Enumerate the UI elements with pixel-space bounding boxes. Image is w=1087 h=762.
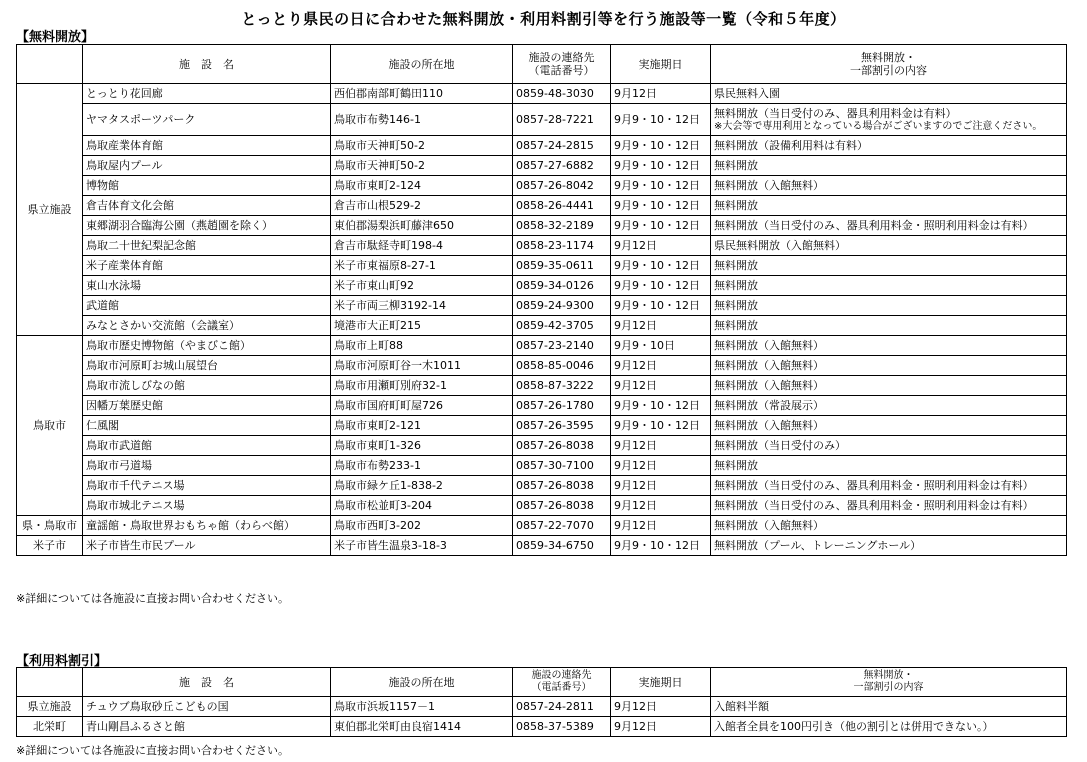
facility-name-cell: ヤマタスポーツパーク — [83, 104, 331, 136]
category-cell: 県立施設 — [17, 697, 83, 717]
header-phone-line1: 施設の連絡先 — [528, 51, 595, 64]
address-cell: 鳥取市松並町3-204 — [331, 496, 513, 516]
content-cell — [711, 196, 1067, 216]
content-text: 無料開放（入館無料） — [714, 179, 824, 192]
date-cell: 9月12日 — [611, 84, 711, 104]
date-cell: 9月9・10・12日 — [611, 396, 711, 416]
header-phone — [513, 668, 611, 697]
table-row — [17, 436, 1067, 456]
phone-cell: 0857-26-1780 — [513, 396, 611, 416]
date-cell: 9月9・10日 — [611, 336, 711, 356]
address-cell: 鳥取市天神町50-2 — [331, 136, 513, 156]
content-text: 無料開放（当日受付のみ、器具利用料金は有料） — [714, 106, 957, 120]
table-row — [17, 496, 1067, 516]
discount-facilities-body — [17, 697, 1067, 737]
address-cell: 鳥取市布勢233-1 — [331, 456, 513, 476]
phone-cell: 0858-87-3222 — [513, 376, 611, 396]
table-row — [17, 717, 1067, 737]
content-note-text: ※大会等で専用利用となっている場合がございますのでご注意ください。 — [714, 120, 1043, 132]
content-text: 無料開放（当日受付のみ、器具利用料金・照明利用料金は有料） — [714, 219, 1034, 232]
phone-cell: 0857-24-2815 — [513, 136, 611, 156]
facility-name-cell: 因幡万葉歴史館 — [83, 396, 331, 416]
phone-cell: 0859-34-6750 — [513, 536, 611, 556]
header-content-line2: 一部割引の内容 — [853, 682, 924, 693]
table-row — [17, 456, 1067, 476]
content-text: 無料開放 — [714, 279, 758, 292]
facility-name-cell: 童謡館・鳥取世界おもちゃ館（わらべ館） — [83, 516, 331, 536]
content-text: 無料開放（入館無料） — [714, 359, 824, 372]
address-cell: 鳥取市緑ケ丘1-838-2 — [331, 476, 513, 496]
date-cell: 9月12日 — [611, 316, 711, 336]
date-cell: 9月9・10・12日 — [611, 416, 711, 436]
note-free: ※詳細については各施設に直接お問い合わせください。 — [16, 592, 289, 605]
content-text: 無料開放 — [714, 199, 758, 212]
table-row — [17, 376, 1067, 396]
content-cell — [711, 396, 1067, 416]
facility-name-cell: 米子産業体育館 — [83, 256, 331, 276]
table-header-row — [17, 668, 1067, 697]
category-cell: 北栄町 — [17, 717, 83, 737]
header-content-line1: 無料開放・ — [863, 670, 914, 681]
table-row — [17, 136, 1067, 156]
content-cell — [711, 376, 1067, 396]
content-cell — [711, 156, 1067, 176]
date-cell: 9月9・10・12日 — [611, 104, 711, 136]
facility-name-cell: 倉吉体育文化会館 — [83, 196, 331, 216]
header-category — [17, 45, 83, 84]
phone-cell: 0858-85-0046 — [513, 356, 611, 376]
facility-name-cell: 米子市皆生市民プール — [83, 536, 331, 556]
content-text: 無料開放（入館無料） — [714, 339, 824, 352]
content-text: 県民無料開放（入館無料） — [714, 239, 846, 252]
content-cell — [711, 436, 1067, 456]
table-row — [17, 216, 1067, 236]
header-phone-line2: （電話番号） — [531, 682, 592, 693]
table-row — [17, 516, 1067, 536]
date-cell: 9月12日 — [611, 356, 711, 376]
content-text: 無料開放（常設展示） — [714, 399, 824, 412]
facility-name-cell: 鳥取屋内プール — [83, 156, 331, 176]
date-cell: 9月12日 — [611, 717, 711, 737]
content-cell — [711, 416, 1067, 436]
date-cell: 9月12日 — [611, 456, 711, 476]
content-text: 入館者全員を100円引き（他の割引とは併用できない。） — [714, 720, 994, 733]
facility-name-cell: 鳥取市弓道場 — [83, 456, 331, 476]
phone-cell: 0859-42-3705 — [513, 316, 611, 336]
facility-name-cell: 鳥取産業体育館 — [83, 136, 331, 156]
header-address: 施設の所在地 — [331, 45, 513, 84]
address-cell: 西伯郡南部町鶴田110 — [331, 84, 513, 104]
content-cell — [711, 496, 1067, 516]
table-row — [17, 396, 1067, 416]
content-cell — [711, 276, 1067, 296]
date-cell: 9月9・10・12日 — [611, 176, 711, 196]
table-row — [17, 697, 1067, 717]
header-name: 施 設 名 — [83, 668, 331, 697]
discount-facilities-table — [16, 667, 1067, 737]
category-cell: 鳥取市 — [17, 336, 83, 516]
date-cell: 9月12日 — [611, 496, 711, 516]
address-cell: 鳥取市河原町谷一木1011 — [331, 356, 513, 376]
address-cell: 米子市皆生温泉3-18-3 — [331, 536, 513, 556]
content-text: 無料開放（入館無料） — [714, 419, 824, 432]
content-cell — [711, 236, 1067, 256]
content-cell — [711, 516, 1067, 536]
address-cell: 鳥取市東町2-124 — [331, 176, 513, 196]
content-cell — [711, 456, 1067, 476]
content-cell — [711, 336, 1067, 356]
facility-name-cell: 青山剛昌ふるさと館 — [83, 717, 331, 737]
table-row — [17, 476, 1067, 496]
table-row — [17, 296, 1067, 316]
phone-cell: 0858-32-2189 — [513, 216, 611, 236]
address-cell: 米子市東山町92 — [331, 276, 513, 296]
address-cell: 米子市東福原8-27-1 — [331, 256, 513, 276]
facility-name-cell: 東山水泳場 — [83, 276, 331, 296]
content-cell — [711, 136, 1067, 156]
date-cell: 9月9・10・12日 — [611, 296, 711, 316]
facility-name-cell: とっとり花回廊 — [83, 84, 331, 104]
facility-name-cell: 鳥取市河原町お城山展望台 — [83, 356, 331, 376]
facility-name-cell: 鳥取二十世紀梨記念館 — [83, 236, 331, 256]
date-cell: 9月12日 — [611, 436, 711, 456]
header-category — [17, 668, 83, 697]
content-cell — [711, 316, 1067, 336]
content-text: 無料開放（当日受付のみ） — [714, 439, 846, 452]
date-cell: 9月9・10・12日 — [611, 136, 711, 156]
facility-name-cell: 東郷湖羽合臨海公園（燕趙園を除く） — [83, 216, 331, 236]
facility-name-cell: 博物館 — [83, 176, 331, 196]
phone-cell: 0857-26-3595 — [513, 416, 611, 436]
content-cell — [711, 296, 1067, 316]
table-row — [17, 196, 1067, 216]
table-header-row — [17, 45, 1067, 84]
address-cell: 鳥取市天神町50-2 — [331, 156, 513, 176]
phone-cell: 0857-30-7100 — [513, 456, 611, 476]
phone-cell: 0859-35-0611 — [513, 256, 611, 276]
date-cell: 9月9・10・12日 — [611, 536, 711, 556]
phone-cell: 0857-26-8038 — [513, 496, 611, 516]
category-cell: 米子市 — [17, 536, 83, 556]
content-text: 無料開放（当日受付のみ、器具利用料金・照明利用料金は有料） — [714, 499, 1034, 512]
address-cell: 鳥取市浜坂1157－1 — [331, 697, 513, 717]
address-cell: 鳥取市国府町町屋726 — [331, 396, 513, 416]
content-text: 無料開放（入館無料） — [714, 519, 824, 532]
content-cell — [711, 104, 1067, 136]
date-cell: 9月9・10・12日 — [611, 276, 711, 296]
phone-cell: 0857-24-2811 — [513, 697, 611, 717]
phone-cell: 0858-37-5389 — [513, 717, 611, 737]
header-content-line2: 一部割引の内容 — [850, 64, 927, 77]
header-content-line1: 無料開放・ — [861, 51, 916, 64]
address-cell: 鳥取市東町1-326 — [331, 436, 513, 456]
table-row — [17, 356, 1067, 376]
address-cell: 鳥取市東町2-121 — [331, 416, 513, 436]
date-cell: 9月12日 — [611, 236, 711, 256]
content-text: 無料開放 — [714, 159, 758, 172]
facility-name-cell: 鳥取市城北テニス場 — [83, 496, 331, 516]
facility-name-cell: チュウブ鳥取砂丘こどもの国 — [83, 697, 331, 717]
facility-name-cell: 武道館 — [83, 296, 331, 316]
content-text: 無料開放 — [714, 259, 758, 272]
header-phone-line2: （電話番号） — [528, 64, 595, 77]
phone-cell: 0858-23-1174 — [513, 236, 611, 256]
header-address: 施設の所在地 — [331, 668, 513, 697]
facility-name-cell: 鳥取市流しびなの館 — [83, 376, 331, 396]
table-row — [17, 276, 1067, 296]
content-text: 無料開放 — [714, 459, 758, 472]
facility-name-cell: 鳥取市歴史博物館（やまびこ館） — [83, 336, 331, 356]
content-text: 無料開放（入館無料） — [714, 379, 824, 392]
category-cell: 県立施設 — [17, 84, 83, 336]
table-row — [17, 316, 1067, 336]
address-cell: 鳥取市用瀬町別府32-1 — [331, 376, 513, 396]
table-row — [17, 536, 1067, 556]
date-cell: 9月12日 — [611, 697, 711, 717]
date-cell: 9月9・10・12日 — [611, 256, 711, 276]
address-cell: 鳥取市布勢146-1 — [331, 104, 513, 136]
table-row — [17, 236, 1067, 256]
content-cell — [711, 697, 1067, 717]
content-text: 無料開放（当日受付のみ、器具利用料金・照明利用料金は有料） — [714, 479, 1034, 492]
phone-cell: 0859-24-9300 — [513, 296, 611, 316]
table-row — [17, 176, 1067, 196]
address-cell: 倉吉市駄経寺町198-4 — [331, 236, 513, 256]
facility-name-cell: 仁風閣 — [83, 416, 331, 436]
header-date: 実施期日 — [611, 668, 711, 697]
address-cell: 米子市両三柳3192-14 — [331, 296, 513, 316]
header-content — [711, 45, 1067, 84]
header-phone-line1: 施設の連絡先 — [531, 670, 592, 681]
content-cell — [711, 536, 1067, 556]
date-cell: 9月12日 — [611, 516, 711, 536]
header-content — [711, 668, 1067, 697]
content-cell — [711, 717, 1067, 737]
content-text: 無料開放（設備利用料は有料） — [714, 139, 868, 152]
date-cell: 9月12日 — [611, 476, 711, 496]
date-cell: 9月9・10・12日 — [611, 216, 711, 236]
header-date: 実施期日 — [611, 45, 711, 84]
header-phone — [513, 45, 611, 84]
address-cell: 境港市大正町215 — [331, 316, 513, 336]
content-text: 無料開放 — [714, 299, 758, 312]
phone-cell: 0859-48-3030 — [513, 84, 611, 104]
section-label-discount: 【利用料割引】 — [16, 654, 108, 669]
date-cell: 9月12日 — [611, 376, 711, 396]
content-cell — [711, 476, 1067, 496]
phone-cell: 0857-23-2140 — [513, 336, 611, 356]
phone-cell: 0857-27-6882 — [513, 156, 611, 176]
phone-cell: 0857-28-7221 — [513, 104, 611, 136]
address-cell: 鳥取市西町3-202 — [331, 516, 513, 536]
date-cell: 9月9・10・12日 — [611, 156, 711, 176]
phone-cell: 0857-26-8038 — [513, 436, 611, 456]
content-cell — [711, 216, 1067, 236]
table-row — [17, 336, 1067, 356]
content-cell — [711, 176, 1067, 196]
header-name: 施 設 名 — [83, 45, 331, 84]
phone-cell: 0857-26-8042 — [513, 176, 611, 196]
section-label-free: 【無料開放】 — [16, 30, 95, 45]
address-cell: 東伯郡北栄町由良宿1414 — [331, 717, 513, 737]
free-facilities-body — [17, 84, 1067, 556]
date-cell: 9月9・10・12日 — [611, 196, 711, 216]
content-cell — [711, 256, 1067, 276]
content-text: 無料開放（プール、トレーニングホール） — [714, 539, 922, 552]
category-cell: 県・鳥取市 — [17, 516, 83, 536]
phone-cell: 0858-26-4441 — [513, 196, 611, 216]
address-cell: 倉吉市山根529-2 — [331, 196, 513, 216]
content-text: 無料開放 — [714, 319, 758, 332]
facility-name-cell: みなとさかい交流館（会議室） — [83, 316, 331, 336]
table-row — [17, 256, 1067, 276]
address-cell: 東伯郡湯梨浜町藤津650 — [331, 216, 513, 236]
note-discount: ※詳細については各施設に直接お問い合わせください。 — [16, 744, 289, 757]
table-row — [17, 104, 1067, 136]
table-row — [17, 416, 1067, 436]
address-cell: 鳥取市上町88 — [331, 336, 513, 356]
page-title: とっとり県民の日に合わせた無料開放・利用料割引等を行う施設等一覧（令和５年度） — [241, 10, 846, 28]
free-facilities-table — [16, 44, 1067, 556]
content-text: 県民無料入園 — [714, 87, 780, 100]
phone-cell: 0857-22-7070 — [513, 516, 611, 536]
content-cell — [711, 356, 1067, 376]
table-row — [17, 156, 1067, 176]
facility-name-cell: 鳥取市武道館 — [83, 436, 331, 456]
content-text: 入館料半額 — [714, 700, 769, 713]
content-cell — [711, 84, 1067, 104]
table-row — [17, 84, 1067, 104]
phone-cell: 0859-34-0126 — [513, 276, 611, 296]
phone-cell: 0857-26-8038 — [513, 476, 611, 496]
facility-name-cell: 鳥取市千代テニス場 — [83, 476, 331, 496]
